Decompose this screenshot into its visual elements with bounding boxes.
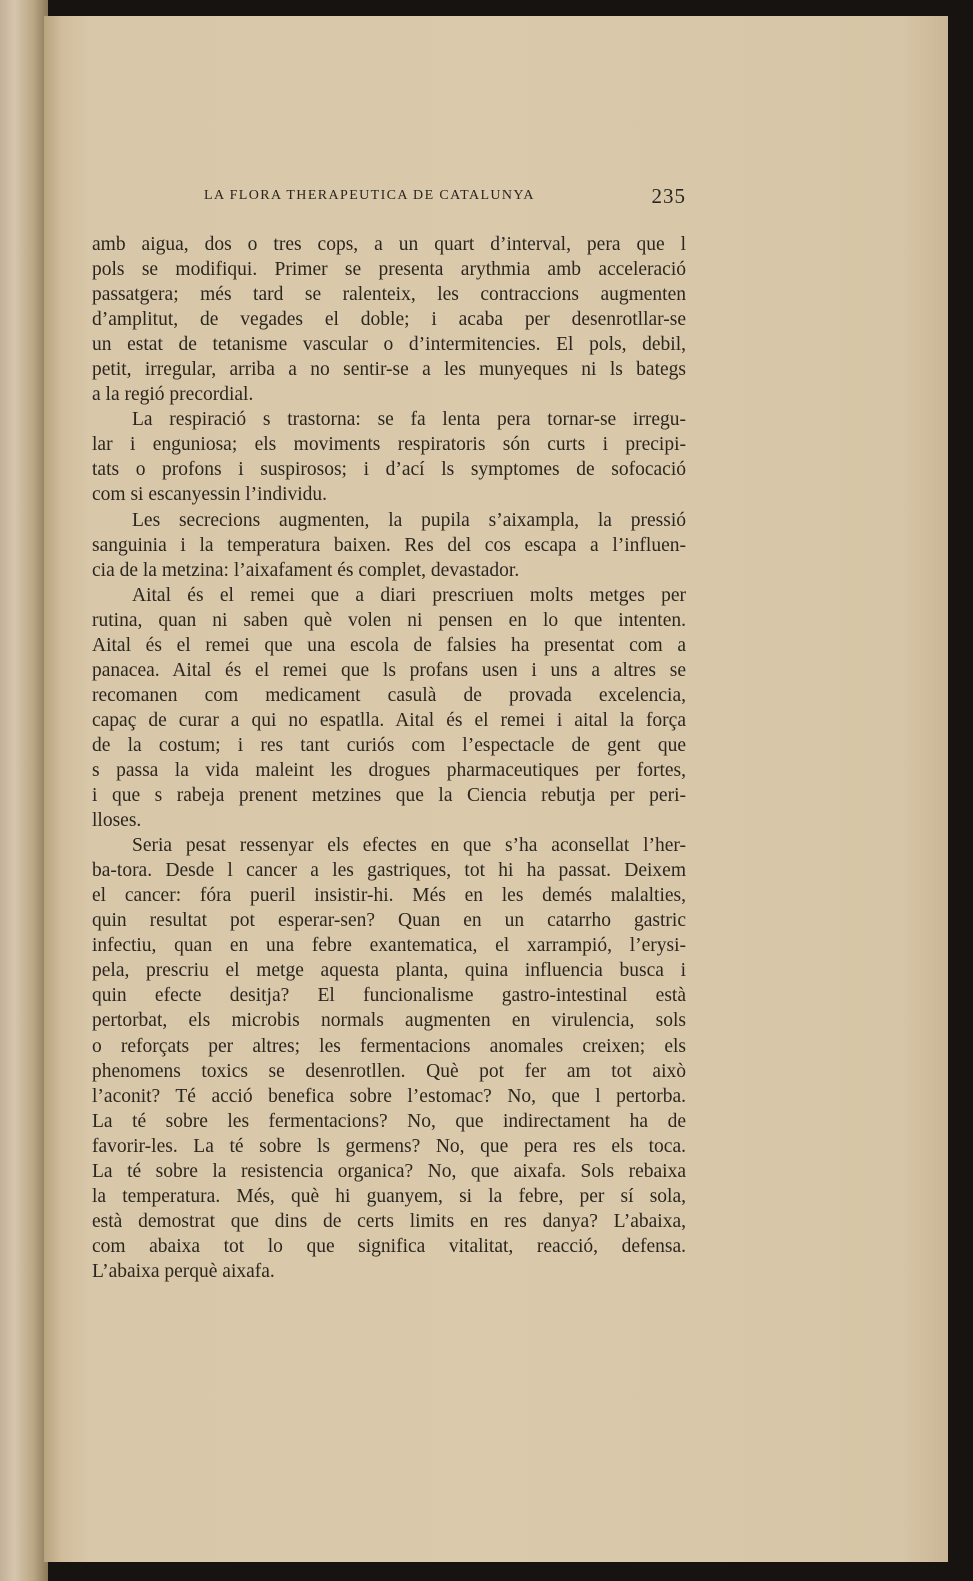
paragraph [92, 583, 686, 833]
book-spine-edge [0, 0, 48, 1581]
text-line: L’abaixa perquè aixafa. [92, 1260, 275, 1282]
text-line: Les secrecions augmenten, la pupila s’aixampla, la pressió [132, 509, 686, 531]
text-line: pertorbat, els microbis normals augmenten en virulencia, sols [92, 1010, 686, 1032]
text-line: La té sobre la resistencia organica? No, que aixafa. Sols rebaixa [92, 1160, 686, 1182]
text-line: Aital és el remei que a diari prescriuen molts metges per [132, 584, 686, 606]
text-line: lloses. [92, 810, 142, 832]
text-line: o reforçats per altres; les fermentacions anomales creixen; els [92, 1035, 686, 1057]
paragraph [92, 232, 686, 407]
text-line: rutina, quan ni saben què volen ni pensen en lo que intenten. [92, 609, 686, 631]
page-header [92, 184, 686, 210]
text-line: infectiu, quan en una febre exantematica, el xarrampió, l’erysi- [92, 935, 686, 957]
text-line: sanguinia i la temperatura baixen. Res del cos escapa a l’influen- [92, 534, 686, 556]
text-line: Seria pesat ressenyar els efectes en que s’ha aconsellat l’her- [132, 835, 686, 857]
text-line: està demostrat que dins de certs limits en res danya? L’abaixa, [92, 1210, 686, 1232]
text-line: favorir-les. La té sobre ls germens? No, que pera res els toca. [92, 1135, 686, 1157]
text-line: La té sobre les fermentacions? No, que indirectament ha de [92, 1110, 686, 1132]
text-line: s passa la vida maleint les drogues pharmaceutiques per fortes, [92, 759, 686, 781]
text-line: capaç de curar a qui no espatlla. Aital és el remei i aital la força [92, 709, 686, 731]
text-line: d’amplitut, de vegades el doble; i acaba per desenrotllar-se [92, 309, 686, 331]
text-line: panacea. Aital és el remei que ls profans usen i uns a altres se [92, 659, 686, 681]
text-line: Aital és el remei que una escola de falsies ha presentat com a [92, 634, 686, 656]
text-line: cia de la metzina: l’aixafament és complet, devastador. [92, 559, 520, 581]
text-line: i que s rabeja prenent metzines que la Ciencia rebutja per peri- [92, 785, 686, 807]
text-line: quin resultat pot esperar-sen? Quan en un catarrho gastric [92, 910, 686, 932]
text-line: de la costum; i res tant curiós com l’espectacle de gent que [92, 734, 686, 756]
text-line: ba-tora. Desde l cancer a les gastriques, tot hi ha passat. Deixem [92, 860, 686, 882]
text-line: phenomens toxics se desenrotllen. Què pot fer am tot això [92, 1060, 686, 1082]
text-line: com si escanyessin l’individu. [92, 484, 328, 506]
text-line: passatgera; més tard se ralenteix, les contraccions augmenten [92, 284, 686, 306]
text-line: tats o profons i suspirosos; i d’ací ls symptomes de sofocació [92, 459, 686, 481]
paragraph [92, 833, 686, 1284]
text-line: quin efecte desitja? El funcionalisme gastro-intestinal està [92, 985, 686, 1007]
paragraph [92, 407, 686, 507]
text-line: La respiració s trastorna: se fa lenta pera tornar-se irregu- [132, 409, 686, 431]
text-line: la temperatura. Més, què hi guanyem, si la febre, per sí sola, [92, 1185, 686, 1207]
text-line: a la regió precordial. [92, 384, 254, 406]
text-line: pols se modifiqui. Primer se presenta arythmia amb acceleració [92, 259, 686, 281]
paragraph [92, 508, 686, 583]
text-line: pela, prescriu el metge aquesta planta, quina influencia busca i [92, 960, 686, 982]
text-line: recomanen com medicament casulà de provada excelencia, [92, 684, 686, 706]
page-number: 235 [651, 184, 686, 208]
text-line: el cancer: fóra pueril insistir-hi. Més en les demés malalties, [92, 885, 686, 907]
running-title: LA FLORA THERAPEUTICA DE CATALUNYA [204, 188, 535, 203]
text-line: un estat de tetanisme vascular o d’intermitencies. El pols, debil, [92, 334, 686, 356]
text-line: lar i enguniosa; els moviments respiratoris són curts i precipi- [92, 434, 686, 456]
text-line: com abaixa tot lo que significa vitalitat, reacció, defensa. [92, 1235, 686, 1257]
text-line: petit, irregular, arriba a no sentir-se a les munyeques ni ls bategs [92, 359, 686, 381]
text-line: l’aconit? Té acció benefica sobre l’estomac? No, que l pertorba. [92, 1085, 686, 1107]
body-text [92, 232, 686, 1284]
text-line: amb aigua, dos o tres cops, a un quart d’interval, pera que l [92, 234, 686, 255]
